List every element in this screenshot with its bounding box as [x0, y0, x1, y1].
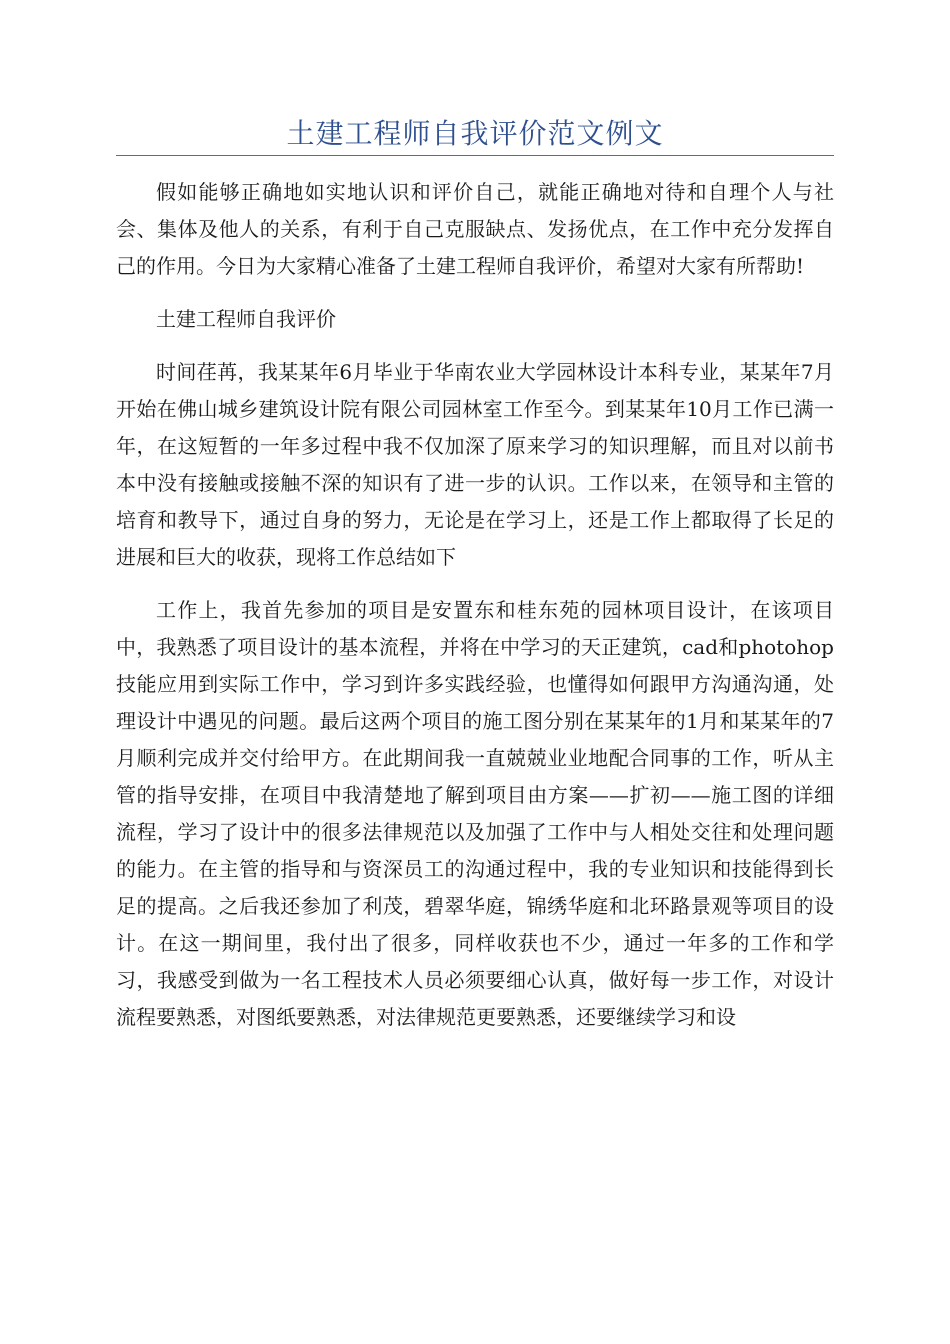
- intro-paragraph: 假如能够正确地如实地认识和评价自己，就能正确地对待和自理个人与社会、集体及他人的关系，有利于自己克服缺点、发扬优点，在工作中充分发挥自己的作用。今日为大家精心准备了土建工程师自我评价，希望对大家有所帮助!: [116, 180, 834, 278]
- document-body: [116, 170, 834, 1036]
- body-paragraph: 时间荏苒，我某某年6月毕业于华南农业大学园林设计本科专业，某某年7月开始在佛山城乡建筑设计院有限公司园林室工作至今。到某某年10月工作已满一年，在这短暂的一年多过程中我不仅加深了原来学习的知识理解，而且对以前书本中没有接触或接触不深的知识有了进一步的认识。工作以来，在领导和主管的培育和教导下，通过自身的努力，无论是在学习上，还是工作上都取得了长足的进展和巨大的收获，现将工作总结如下: [116, 360, 834, 569]
- section-heading: 土建工程师自我评价: [156, 307, 336, 331]
- title-underline: [116, 155, 834, 156]
- body-paragraph: 工作上，我首先参加的项目是安置东和桂东苑的园林项目设计，在该项目中，我熟悉了项目设计的基本流程，并将在中学习的天正建筑，cad和photohop技能应用到实际工作中，学习到许多实践经验，也懂得如何跟甲方沟通沟通，处理设计中遇见的问题。最后这两个项目的施工图分别在某某年的1月和某某年的7月顺利完成并交付给甲方。在此期间我一直兢兢业业地配合同事的工作，听从主管的指导安排，在项目中我清楚地了解到项目由方案——扩初——施工图的详细流程，学习了设计中的很多法律规范以及加强了工作中与人相处交往和处理问题的能力。在主管的指导和与资深员工的沟通过程中，我的专业知识和技能得到长足的提高。之后我还参加了利茂，碧翠华庭，锦绣华庭和北环路景观等项目的设计。在这一期间里，我付出了很多，同样收获也不少，通过一年多的工作和学习，我感受到做为一名工程技术人员必须要细心认真，做好每一步工作，对设计流程要熟悉，对图纸要熟悉，对法律规范更要熟悉，还要继续学习和设: [116, 598, 834, 1029]
- document-title: 土建工程师自我评价范文例文: [286, 117, 664, 150]
